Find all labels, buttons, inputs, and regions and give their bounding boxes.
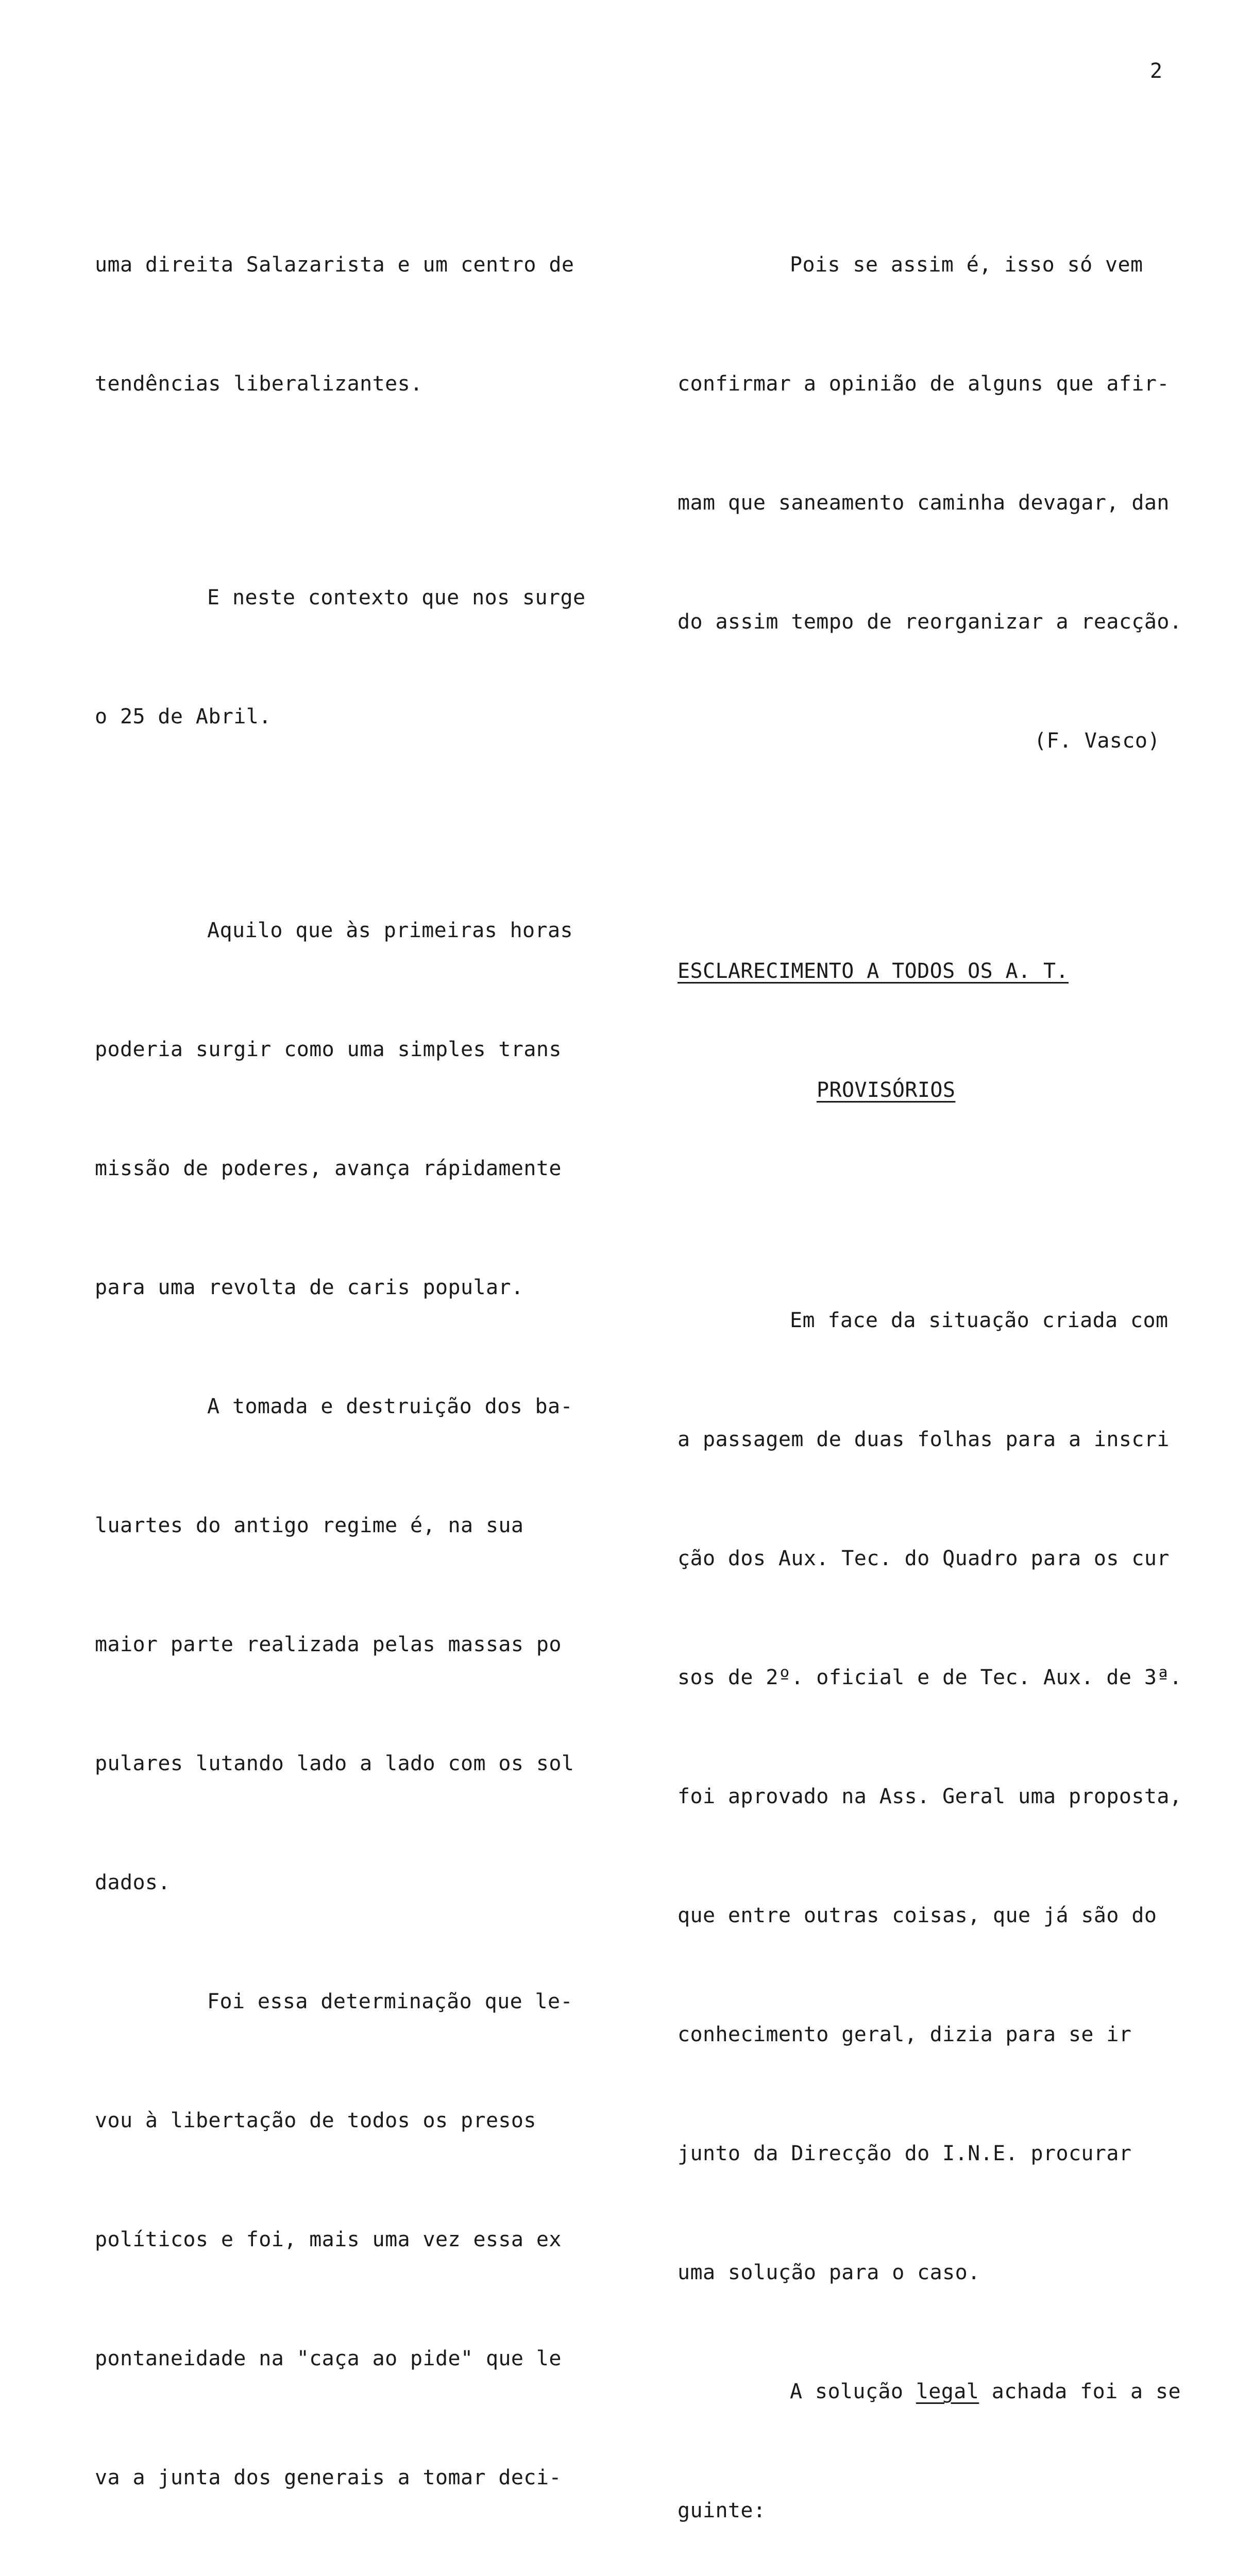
text-line: E neste contexto que nos surge xyxy=(207,586,586,609)
text-line: vou à libertação de todos os presos xyxy=(95,2109,536,2132)
text-line: junto da Direcção do I.N.E. procurar xyxy=(678,2142,1132,2165)
text-line: pulares lutando lado a lado com os sol xyxy=(95,1752,574,1775)
section-heading-line2: PROVISÓRIOS xyxy=(817,1078,956,1102)
text-line: va a junta dos generais a tomar deci- xyxy=(95,2466,562,2489)
text-line: guinte: xyxy=(678,2499,766,2522)
text-line: confirmar a opinião de alguns que afir- xyxy=(678,372,1170,396)
text-line: mam que saneamento caminha devagar, dan xyxy=(678,491,1170,515)
left-column xyxy=(95,166,585,2576)
text-line: Foi essa determinação que le- xyxy=(207,1990,573,2013)
signature-fvasco: (F. Vasco) xyxy=(1034,729,1160,753)
text-line: uma direita Salazarista e um centro de xyxy=(95,253,574,277)
text-line: que entre outras coisas, que já são do xyxy=(678,1904,1157,1927)
text-line: ção dos Aux. Tec. do Quadro para os cur xyxy=(678,1547,1170,1570)
text-line: tendências liberalizantes. xyxy=(95,372,423,396)
right-column xyxy=(678,166,1182,2576)
text-line: políticos e foi, mais uma vez essa ex xyxy=(95,2228,562,2251)
text-line xyxy=(678,2372,1182,2412)
text-line: foi aprovado na Ass. Geral uma proposta, xyxy=(678,1785,1182,1808)
underlined-word-legal: legal xyxy=(916,2380,979,2403)
text-line: conhecimento geral, dizia para se ir xyxy=(678,2023,1132,2046)
text-line: Em face da situação criada com xyxy=(790,1309,1169,1332)
text-line: para uma revolta de caris popular. xyxy=(95,1276,524,1299)
text-line: A tomada e destruição dos ba- xyxy=(207,1395,573,1418)
text-line: Pois se assim é, isso só vem xyxy=(790,253,1143,277)
section-heading: ESCLARECIMENTO A TODOS OS A. T. xyxy=(678,959,1069,983)
text-line: luartes do antigo regime é, na sua xyxy=(95,1514,524,1537)
page-number: 2 xyxy=(1150,59,1163,83)
text-line: o 25 de Abril. xyxy=(95,705,272,728)
text-line: a passagem de duas folhas para a inscri xyxy=(678,1428,1170,1451)
text-line: poderia surgir como uma simples trans xyxy=(95,1038,562,1061)
text-span: achada foi a se xyxy=(979,2380,1181,2403)
text-line: maior parte realizada pelas massas po xyxy=(95,1633,562,1656)
text-line: do assim tempo de reorganizar a reacção. xyxy=(678,610,1182,634)
text-line: missão de poderes, avança rápidamente xyxy=(95,1157,562,1180)
text-line: uma solução para o caso. xyxy=(678,2261,980,2284)
text-line: sos de 2º. oficial e de Tec. Aux. de 3ª. xyxy=(678,1666,1182,1689)
text-span: A solução xyxy=(790,2380,916,2403)
text-line: pontaneidade na "caça ao pide" que le xyxy=(95,2347,562,2370)
text-line: dados. xyxy=(95,1871,171,1894)
text-line: Aquilo que às primeiras horas xyxy=(207,919,573,942)
